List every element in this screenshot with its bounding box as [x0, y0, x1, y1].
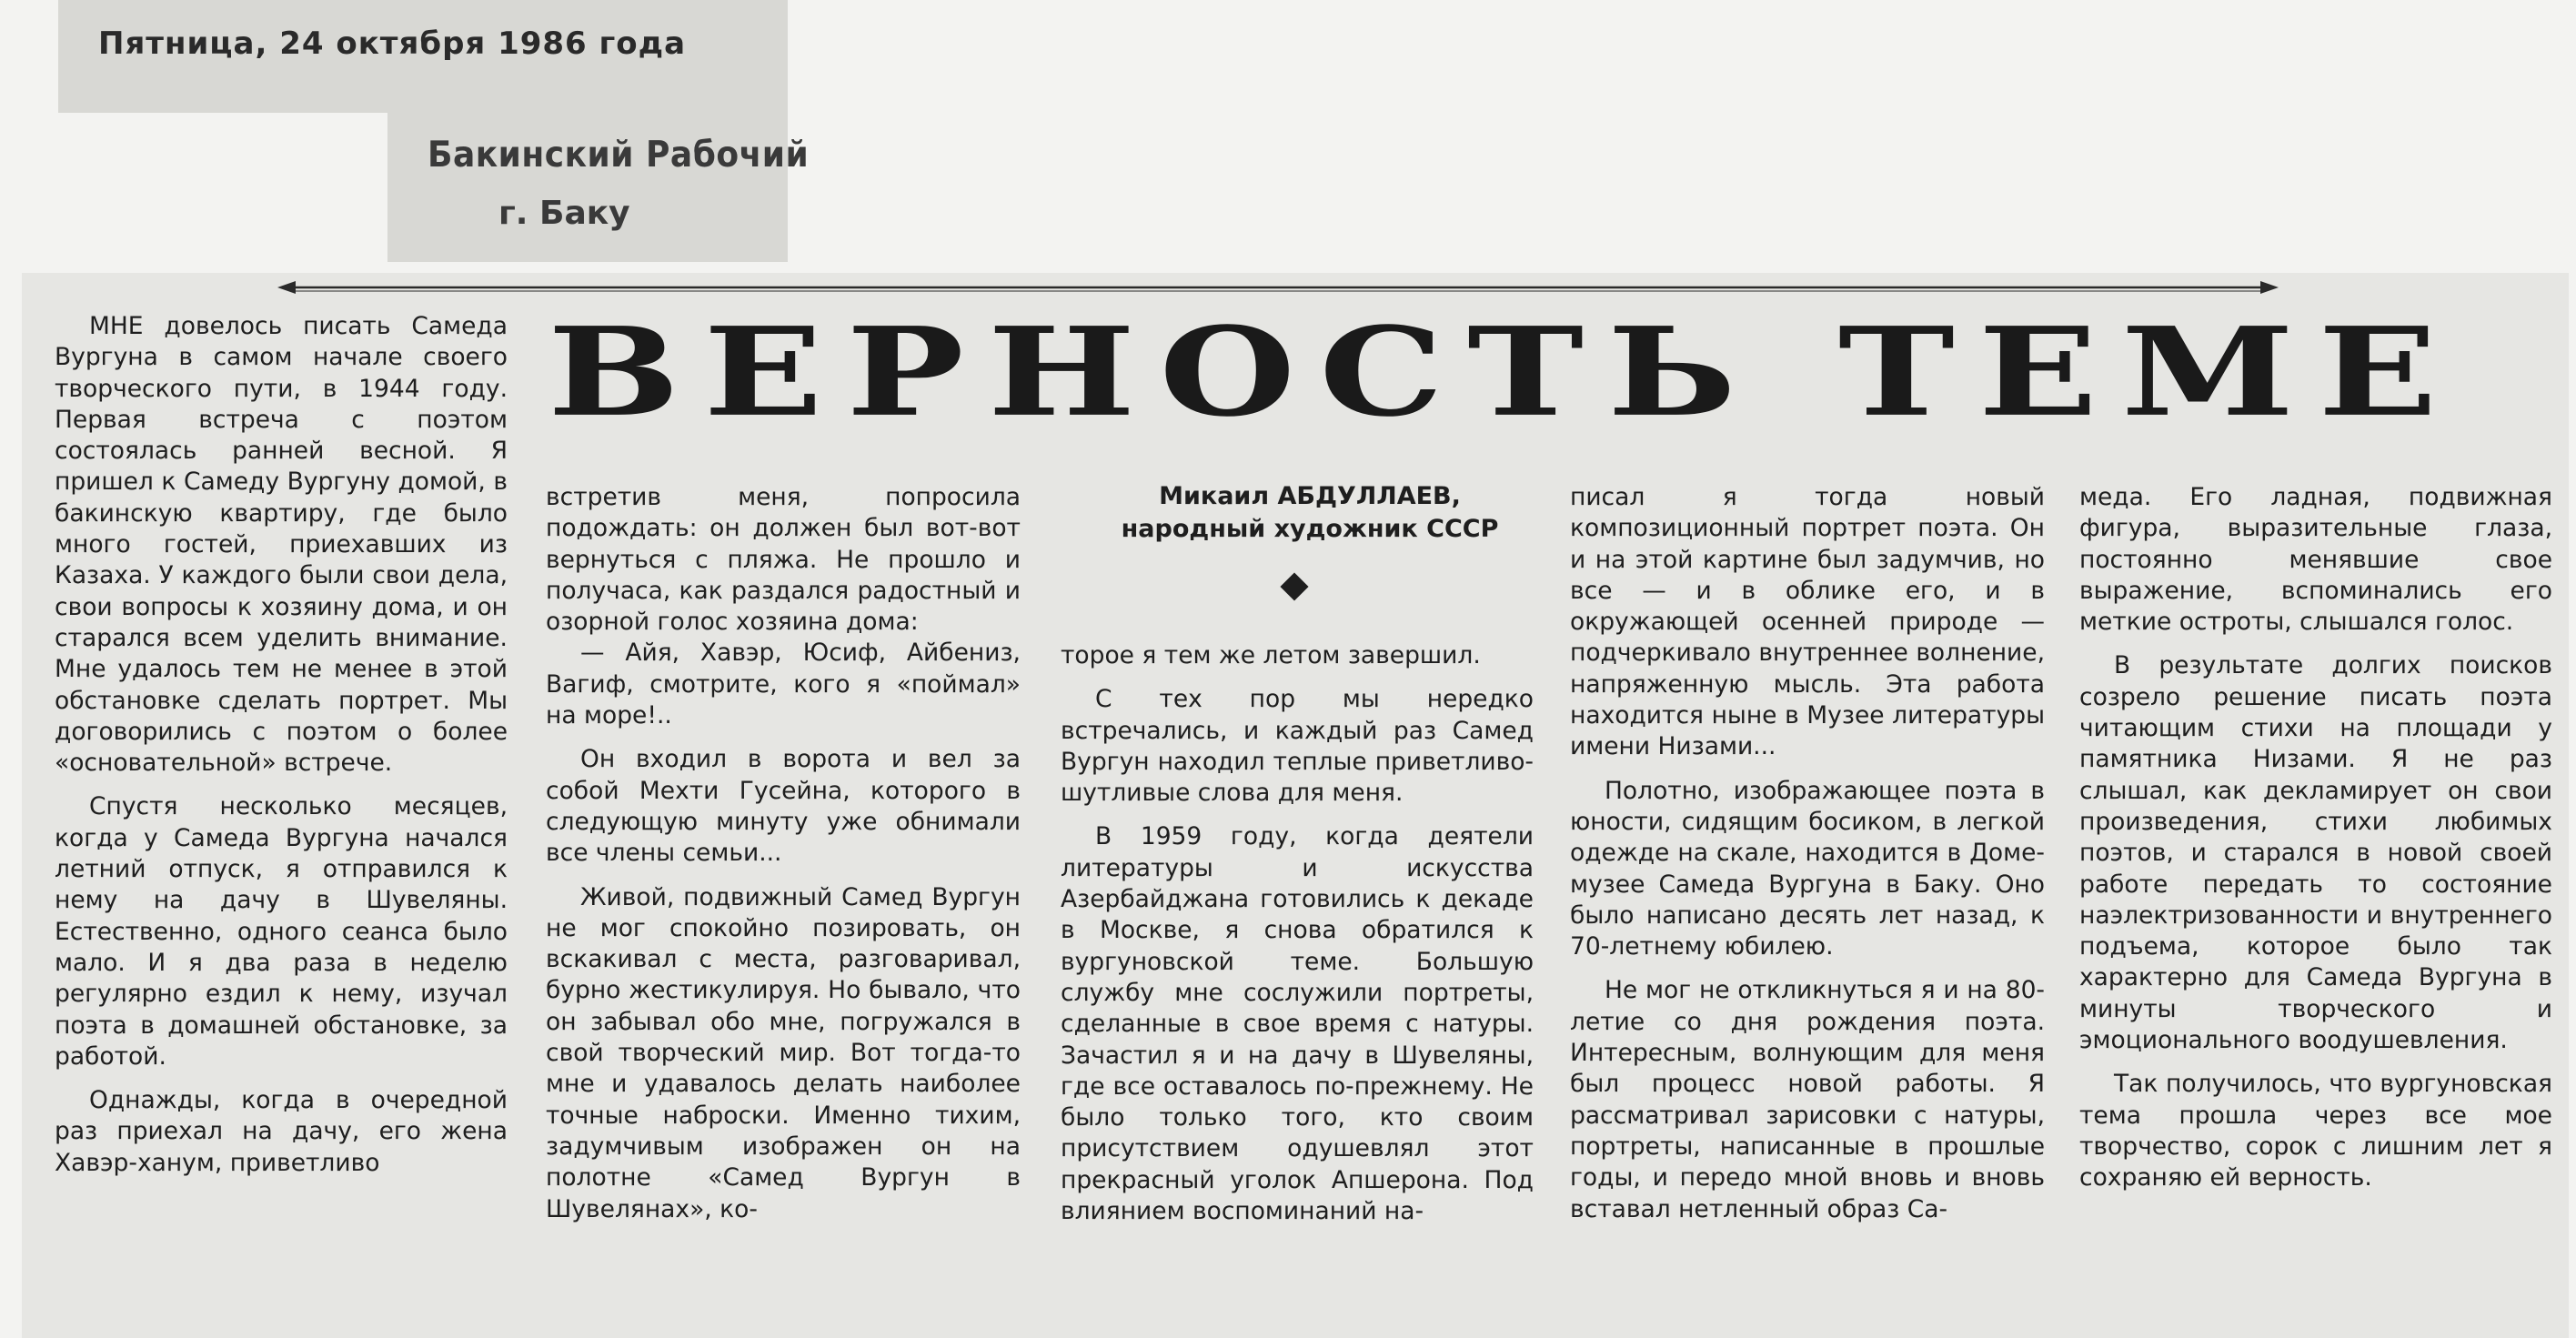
paragraph: С тех пор мы нередко встречались, и каждый раз Самед Вургун находил теплые приветливо-шутливые слова для меня.: [1061, 685, 1534, 808]
issue-date: Пятница, 24 октября 1986 года: [98, 25, 687, 62]
article-column-2: [546, 482, 1021, 1225]
paragraph: — Айя, Хавэр, Юсиф, Айбениз, Вагиф, смотрите, кого я «поймал» на море!..: [546, 639, 1021, 730]
byline: [1073, 480, 1546, 546]
article-column-3: [1061, 640, 1534, 1227]
paragraph: встретив меня, попросила подождать: он должен был вот-вот вернуться с пляжа. Не прошло и получаса, как раздался радостный и озорной голос хозяина дома:: [546, 483, 1021, 637]
paragraph: Он входил в ворота и вел за собой Мехти Гусейна, которого в следующую минуту уже обнимали все члены семьи...: [546, 745, 1021, 868]
article-title: ВЕРНОСТЬ ТЕМЕ: [548, 299, 2461, 444]
paragraph: МНЕ довелось писать Самеда Вургуна в самом начале своего творческого пути, в 1944 году. Первая встреча с поэтом состоялась ранней весной. Я пришел к Самеду Вургуну домой, в бакинскую квартиру, где было много гостей, приехавших из Казаха. У каждого были свои дела, свои вопросы к хозяину дома, и он старался всем уделить внимание. Мне удалось тем не менее в этой обстановке сделать портрет. Мы договорились с поэтом о более «основательной» встрече.: [55, 312, 508, 778]
article-column-4: [1570, 482, 2045, 1225]
paragraph: Однажды, когда в очередной раз приехал на дачу, его жена Хавэр-ханум, приветливо: [55, 1086, 508, 1177]
article-column-5: [2079, 482, 2552, 1194]
newspaper-name: Бакинский Рабочий: [428, 134, 810, 176]
paragraph: Так получилось, что вургуновская тема прошла через все мое творчество, сорок с лишним лет я сохраняю ей верность.: [2079, 1070, 2552, 1192]
paragraph: писал я тогда новый композиционный портрет поэта. Он и на этой картине был задумчив, но все — и в облике его, и в окружающей осенней природе — подчеркивало внутреннее волнение, напряженную мысль. Эта работа находится ныне в Музее литературы имени Низами...: [1570, 483, 2045, 761]
arrow-rule-divider: [277, 278, 2279, 297]
paragraph: Полотно, изображающее поэта в юности, сидящим босиком, в легкой одежде на скале, находится в Доме-музее Самеда Вургуна в Баку. Оно было написано десять лет назад, к 70-летнему юбилею.: [1570, 776, 2045, 961]
article-column-1: [55, 311, 508, 1179]
author-name: Микаил АБДУЛЛАЕВ,: [1159, 482, 1461, 510]
paragraph: В 1959 году, когда деятели литературы и искусства Азербайджана готовились к декаде в Москве, я снова обратился к вургуновской теме. Большую службу мне сослужили портреты, сделанные в свое время с натуры. Зачастил я и на дачу в Шувеляны, где все оставалось по-прежнему. Не было только того, кто своим присутствием одушевлял этот прекрасный уголок Апшерона. Под влиянием воспоминаний на-: [1061, 822, 1534, 1226]
paragraph: Живой, подвижный Самед Вургун не мог спокойно позировать, он вскакивал с места, разговаривал, бурно жестикулируя. Но бывало, что он забывал обо мне, погружался в свой творческий мир. Вот тогда-то мне и удавалось делать наиболее точные наброски. Именно тихим, задумчивым изображен он на полотне «Самед Вургун в Шувелянах», ко-: [546, 882, 1021, 1223]
paragraph: торое я тем же летом завершил.: [1061, 641, 1481, 669]
author-title: народный художник СССР: [1121, 515, 1499, 543]
paragraph: Спустя несколько месяцев, когда у Самеда Вургуна начался летний отпуск, я отправился к нему на дачу в Шувеляны. Естественно, одного сеанса было мало. И я два раза в неделю регулярно ездил к нему, изучал поэта в домашней обстановке, за работой.: [55, 792, 508, 1071]
paragraph: Не мог не откликнуться я и на 80-летие со дня рождения поэта. Интересным, волнующим для меня был процесс новой работы. Я рассматривал зарисовки с натуры, портреты, написанные в прошлые годы, и передо мной вновь и вновь вставал нетленный образ Са-: [1570, 976, 2045, 1223]
paragraph: В результате долгих поисков созрело решение писать поэта читающим стихи на площади у памятника Низами. Я не раз слышал, как декламирует он свои произведения, стихи любимых поэтов, и старался в новой своей работе передать то состояние наэлектризованности и внутреннего подъема, которое было так характерно для Самеда Вургуна в минуты творческого и эмоционального воодушевления.: [2079, 651, 2552, 1055]
paragraph: меда. Его ладная, подвижная фигура, выразительные глаза, постоянно менявшие свое выражение, вспоминались его меткие остроты, слышался голос.: [2079, 483, 2552, 637]
newspaper-city: г. Баку: [498, 195, 630, 232]
